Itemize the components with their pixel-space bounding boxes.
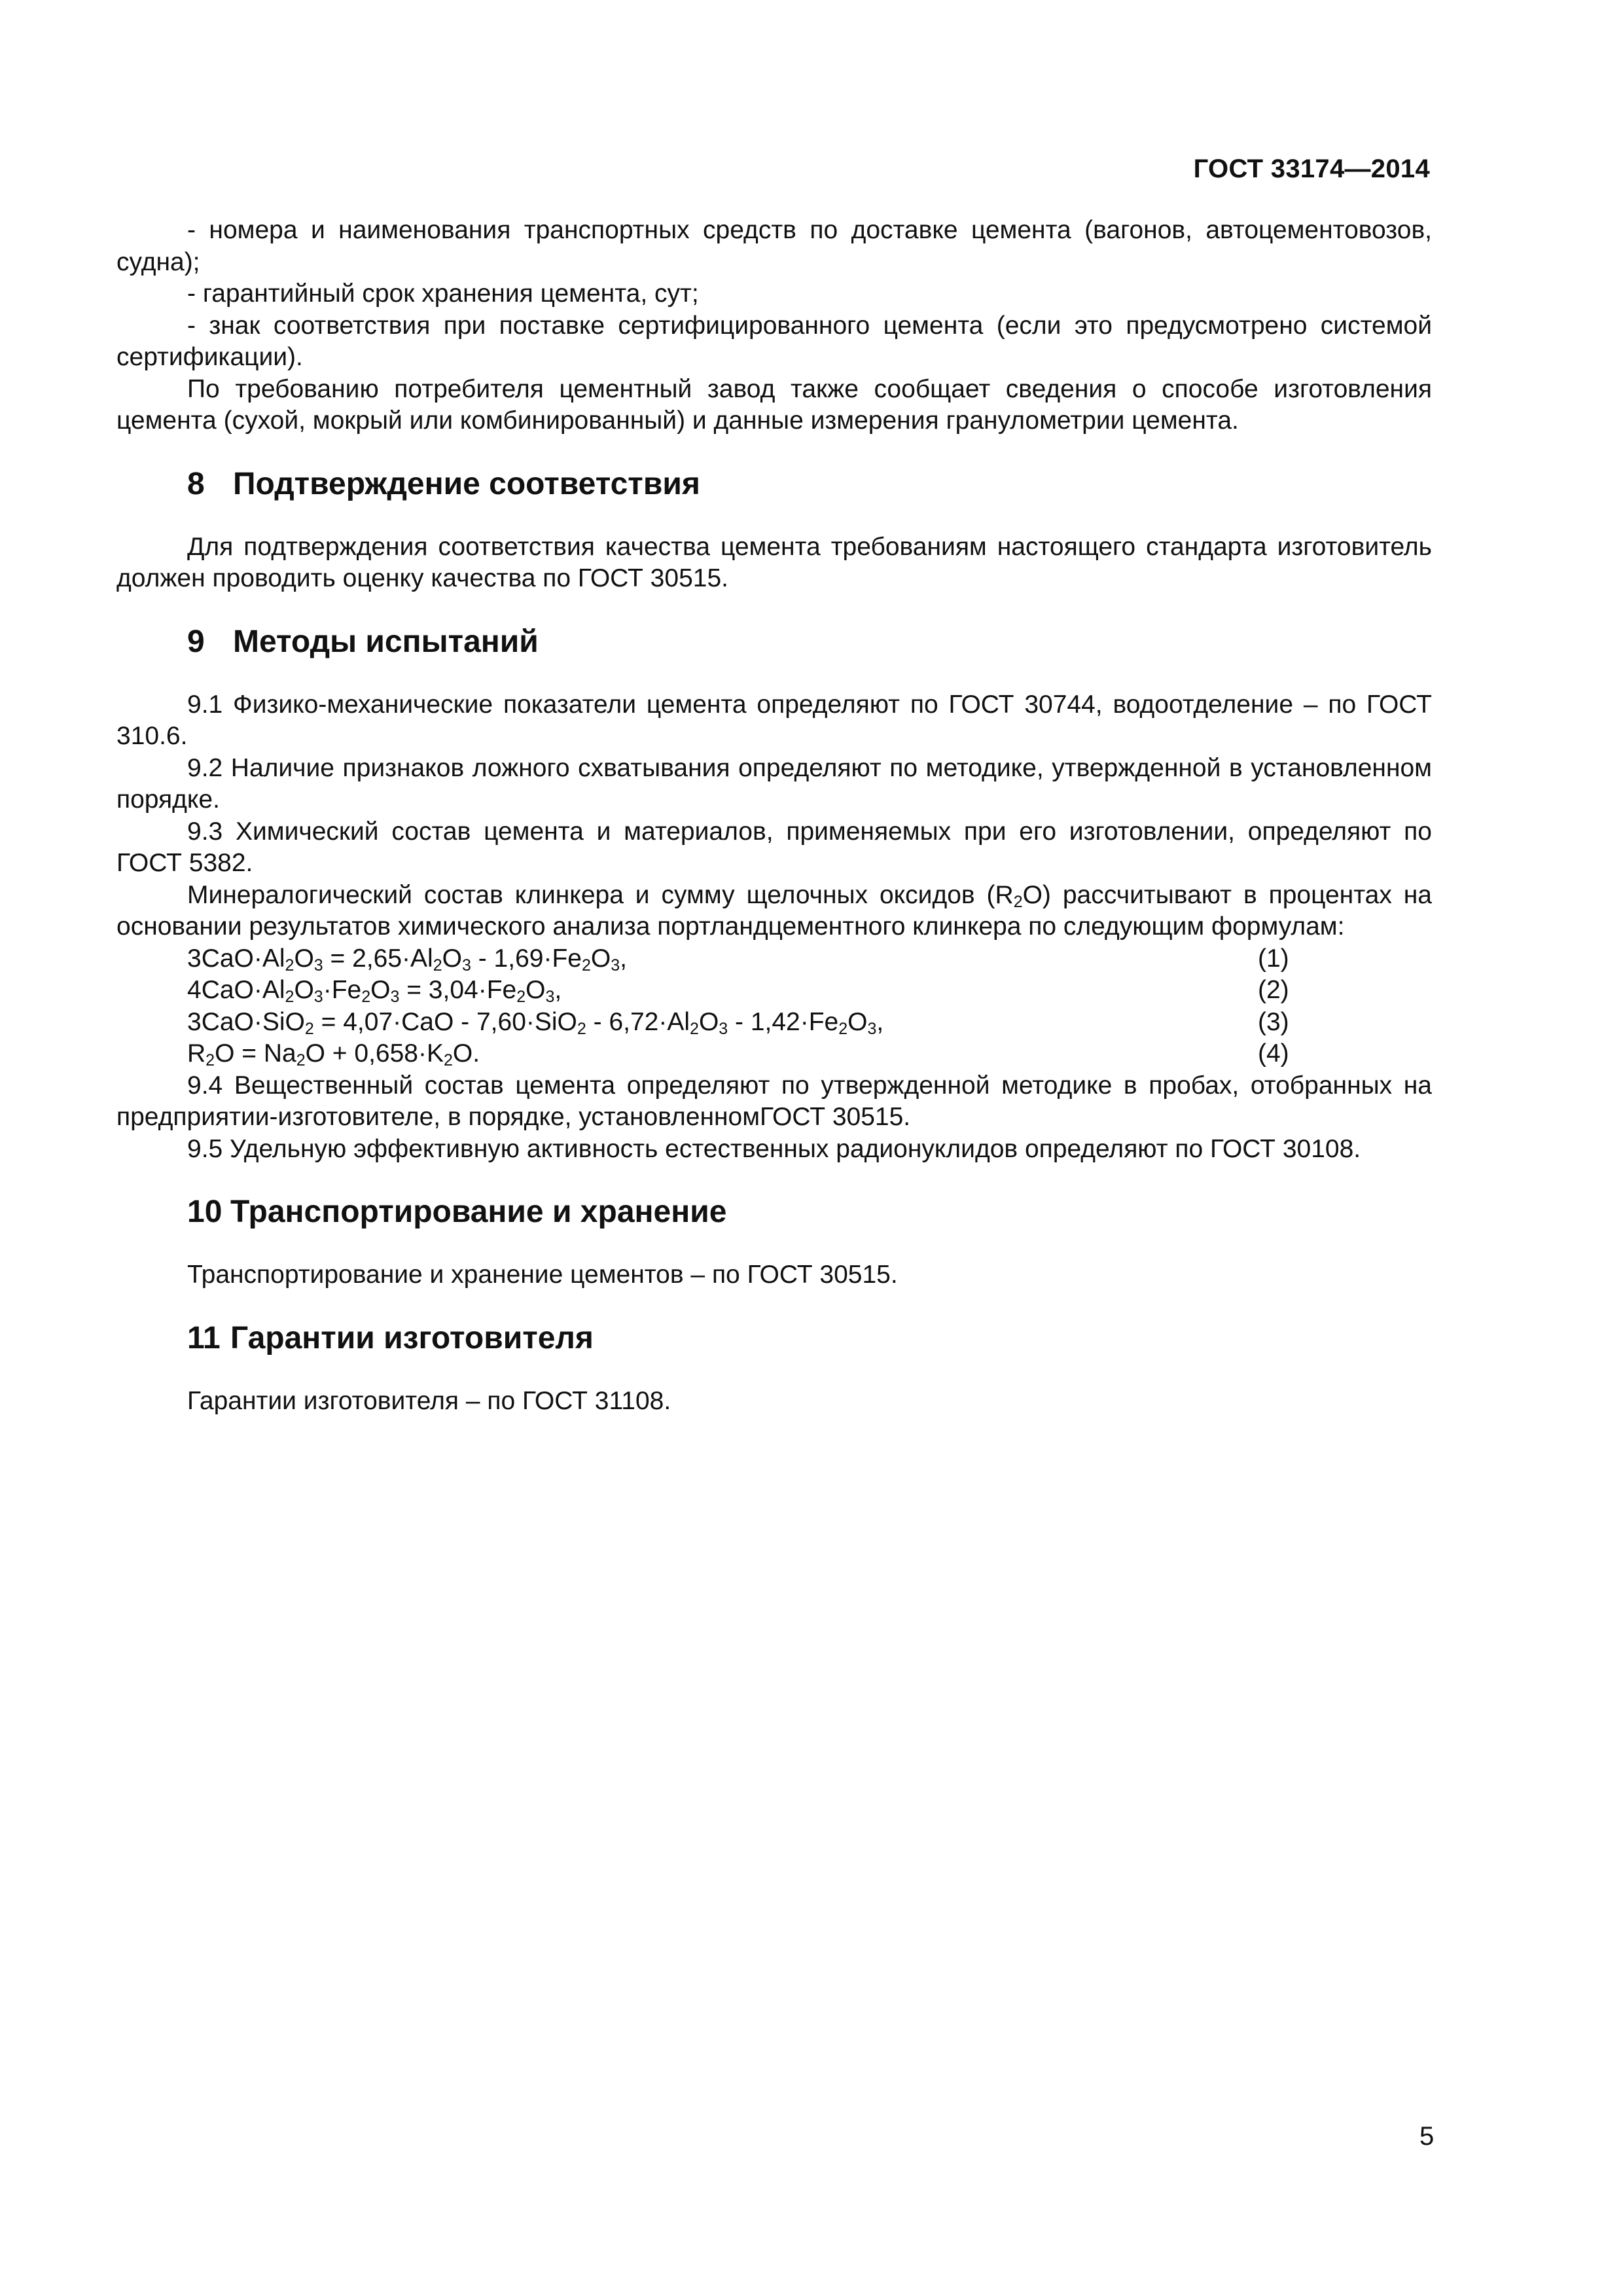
text-part: Минералогический состав клинкера и сумму щелочных оксидов (R bbox=[187, 880, 1014, 909]
text-part: O) рассчитывают в процентах на основании результатов химического анализа портландцементного клинкера по следующим формулам: bbox=[116, 880, 1432, 941]
page-number: 5 bbox=[1419, 2122, 1435, 2151]
section-10-heading bbox=[116, 1193, 1432, 1232]
section-9-heading bbox=[116, 622, 1432, 662]
paragraph-9-1: 9.1 Физико-механические показатели цемента определяют по ГОСТ 30744, водоотделение – по ГОСТ 310.6. bbox=[116, 690, 1432, 750]
section-title: Подтверждение соответствия bbox=[233, 466, 700, 501]
formula-c3s: $3CaO\cdot SiO_2 = 4,07\cdot CaO - 7,60\cdot SiO_2 - 6,72\cdot Al_2O_3 - 1,42\cdot Fe_2O_3$, bbox=[187, 1007, 884, 1038]
document-code-header: ГОСТ 33174—2014 bbox=[1193, 154, 1430, 183]
section-number: 10 bbox=[187, 1194, 223, 1229]
section-number: 11 bbox=[187, 1320, 221, 1355]
section-number: 9 bbox=[187, 624, 205, 659]
formula-c3a: $3CaO\cdot Al_2O_3 = 2,65\cdot Al_2O_3 - 1,69\cdot Fe_2O_3$, bbox=[187, 944, 627, 975]
paragraph-9-5: 9.5 Удельную эффективную активность естественных радионуклидов определяют по ГОСТ 30108. bbox=[187, 1134, 1361, 1163]
formula-r2o: $R_2O = Na_2O + 0,658\cdot K_2O$. bbox=[187, 1039, 480, 1069]
section-title: Гарантии изготовителя bbox=[230, 1320, 594, 1355]
paragraph-9-2: 9.2 Наличие признаков ложного схватывания определяют по методике, утвержденной в установленном порядке. bbox=[116, 753, 1432, 814]
paragraph-mineralogical bbox=[116, 880, 1432, 943]
section-title: Транспортирование и хранение bbox=[230, 1194, 727, 1229]
formula-row bbox=[187, 975, 1432, 1007]
paragraph-warranty-period: - гарантийный срок хранения цемента, сут; bbox=[187, 279, 699, 308]
formula-list bbox=[116, 943, 1432, 1070]
formula-row bbox=[187, 1038, 1432, 1070]
paragraph-11-guarantee: Гарантии изготовителя – по ГОСТ 31108. bbox=[187, 1386, 671, 1415]
paragraph-9-4: 9.4 Вещественный состав цемента определяют по утвержденной методике в пробах, отобранных на предприятии-изготовителе, в порядке, установленномГОСТ 30515. bbox=[116, 1071, 1432, 1131]
formula-number: (3) bbox=[1258, 1007, 1289, 1036]
paragraph-consumer-request: По требованию потребителя цементный завод также сообщает сведения о способе изготовления цемента (сухой, мокрый или комбинированный) и данные измерения гранулометрии цемента. bbox=[116, 374, 1432, 435]
paragraph-8-conformity: Для подтверждения соответствия качества цемента требованиям настоящего стандарта изготовитель должен проводить оценку качества по ГОСТ 30515. bbox=[116, 532, 1432, 592]
paragraph-10-transport: Транспортирование и хранение цементов – по ГОСТ 30515. bbox=[187, 1261, 898, 1289]
section-title: Методы испытаний bbox=[233, 624, 539, 659]
formula-c4af: $4CaO\cdot Al_2O_3\cdot Fe_2O_3 = 3,04\cdot Fe_2O_3$, bbox=[187, 976, 562, 1006]
section-8-heading bbox=[116, 465, 1432, 504]
paragraph-transport-vehicles: - номера и наименования транспортных средств по доставке цемента (вагонов, автоцементовозов, судна); bbox=[116, 216, 1432, 276]
section-number: 8 bbox=[187, 466, 205, 501]
formula-number: (4) bbox=[1258, 1039, 1289, 1067]
paragraph-9-3: 9.3 Химический состав цемента и материалов, применяемых при его изготовлении, определяют по ГОСТ 5382. bbox=[116, 817, 1432, 877]
section-11-heading bbox=[116, 1319, 1432, 1358]
formula-row bbox=[187, 943, 1432, 975]
formula-number: (1) bbox=[1258, 944, 1289, 973]
page-content bbox=[116, 215, 1432, 1417]
formula-row bbox=[187, 1007, 1432, 1039]
formula-number: (2) bbox=[1258, 976, 1289, 1004]
paragraph-conformity-mark: - знак соответствия при поставке сертифицированного цемента (если это предусмотрено системой сертификации). bbox=[116, 311, 1432, 371]
subscript: 2 bbox=[1013, 892, 1023, 911]
